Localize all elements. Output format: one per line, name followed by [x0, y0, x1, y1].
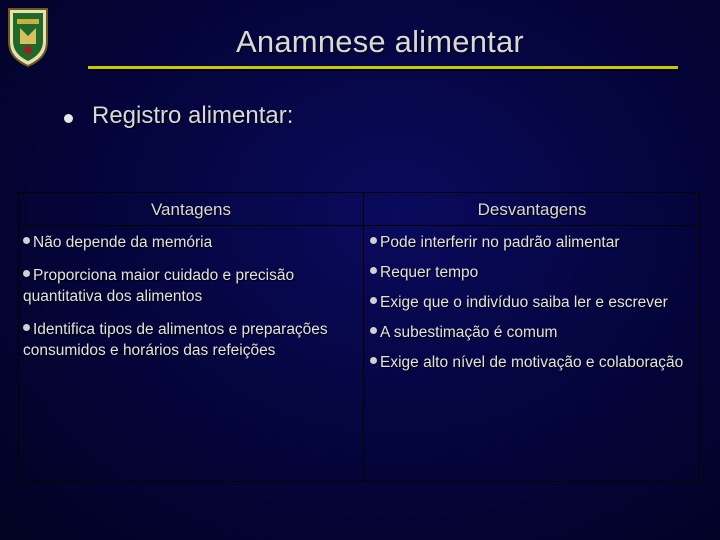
- advantage-item: [23, 265, 359, 307]
- bullet-icon: [23, 324, 30, 331]
- bullet-icon: [23, 237, 30, 244]
- slide-title: Anamnese alimentar: [236, 24, 524, 59]
- bullet-icon: [64, 114, 73, 123]
- disadvantages-column: [363, 193, 700, 481]
- title-underline-shadow: [90, 69, 680, 71]
- disadvantage-item: [370, 352, 696, 373]
- bullet-text: Registro alimentar:: [92, 102, 294, 129]
- disadvantages-list: [364, 226, 700, 373]
- bullet-icon: [370, 267, 377, 274]
- bullet-icon: [370, 327, 377, 334]
- advantages-column: [19, 193, 363, 481]
- disadvantage-item-text: Exige que o indivíduo saiba ler e escrever: [380, 294, 668, 311]
- bullet-icon: [370, 357, 377, 364]
- advantage-item-text: Não depende da memória: [33, 234, 213, 251]
- advantage-item: [23, 319, 359, 361]
- disadvantage-item-text: Requer tempo: [380, 264, 479, 281]
- disadvantage-item: [370, 232, 696, 253]
- advantage-item-text: Identifica tipos de alimentos e preparações consumidos e horários das refeições: [23, 321, 328, 359]
- disadvantage-item: [370, 322, 696, 343]
- disadvantage-item: [370, 262, 696, 283]
- bullet-icon: [370, 297, 377, 304]
- advantages-list: [19, 226, 363, 361]
- comparison-table: [18, 192, 700, 482]
- advantage-item: [23, 232, 359, 253]
- advantages-header: Vantagens: [19, 193, 363, 226]
- disadvantage-item-text: Exige alto nível de motivação e colaboração: [380, 354, 684, 371]
- disadvantage-item: [370, 292, 696, 313]
- bullet-icon: [23, 270, 30, 277]
- advantage-item-text: Proporciona maior cuidado e precisão quantitativa dos alimentos: [23, 267, 295, 305]
- disadvantage-item-text: Pode interferir no padrão alimentar: [380, 234, 620, 251]
- bullet-icon: [370, 237, 377, 244]
- disadvantage-item-text: A subestimação é comum: [380, 324, 558, 341]
- disadvantages-header: Desvantagens: [364, 193, 700, 226]
